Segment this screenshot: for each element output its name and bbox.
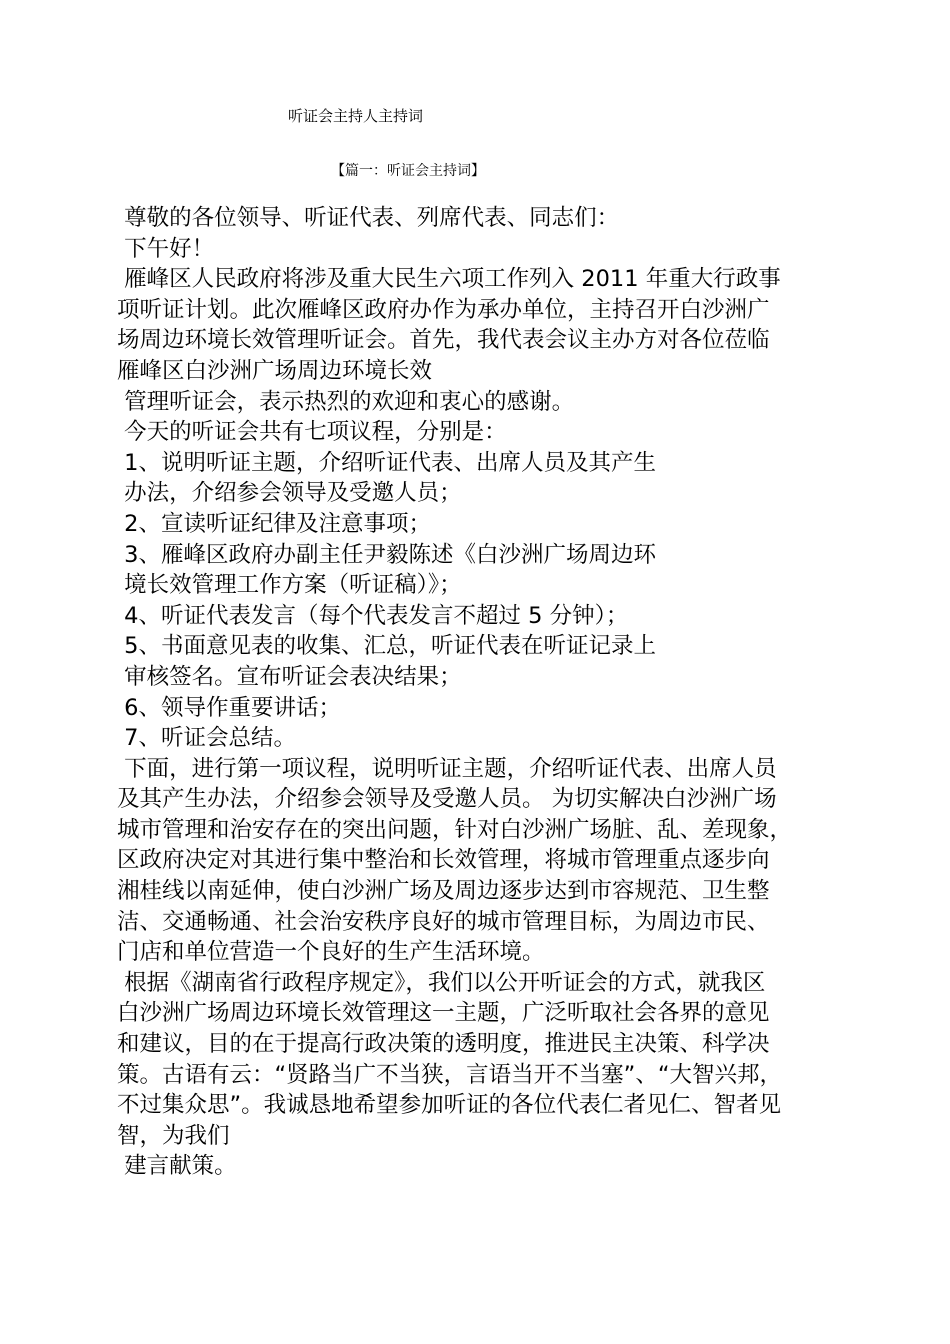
body-text-line: 城市管理和治安存在的突出问题，针对白沙洲广场脏、乱、差现象， bbox=[117, 816, 793, 843]
body-text-line: 洁、交通畅通、社会治安秩序良好的城市管理目标，为周边市民、 bbox=[117, 908, 770, 935]
body-text-line: 区政府决定对其进行集中整治和长效管理，将城市管理重点逐步向 bbox=[117, 847, 770, 874]
body-text-line: 门店和单位营造一个良好的生产生活环境。 bbox=[117, 939, 545, 966]
body-text-line: 场周边环境长效管理听证会。首先，我代表会议主办方对各位莅临 bbox=[117, 327, 770, 354]
body-text-line: 雁峰区白沙洲广场周边环境长效 bbox=[117, 357, 433, 384]
body-text-line: 和建议，目的在于提高行政决策的透明度，推进民主决策、科学决 bbox=[117, 1031, 770, 1058]
body-text-line: 根据《湖南省行政程序规定》，我们以公开听证会的方式，就我区 bbox=[117, 969, 766, 996]
body-text-line: 境长效管理工作方案（听证稿）》； bbox=[117, 572, 462, 599]
body-text-line: 今天的听证会共有七项议程，分别是： bbox=[117, 419, 507, 446]
body-text-line: 下午好！ bbox=[117, 235, 215, 262]
body-text-line: 5、书面意见表的收集、汇总，听证代表在听证记录上 bbox=[117, 633, 656, 660]
section-heading: 【篇一：听证会主持词】 bbox=[331, 163, 485, 179]
document-title: 听证会主持人主持词 bbox=[288, 107, 424, 125]
body-text-line: 不过集众思”。我诚恳地希望参加听证的各位代表仁者见仁、智者见 bbox=[117, 1092, 782, 1119]
body-text-line: 下面，进行第一项议程，说明听证主题，介绍听证代表、出席人员 bbox=[117, 755, 777, 782]
body-text-line: 建言献策。 bbox=[117, 1153, 237, 1180]
body-text-line: 白沙洲广场周边环境长效管理这一主题，广泛听取社会各界的意见 bbox=[117, 1000, 770, 1027]
body-text-line: 智，为我们 bbox=[117, 1122, 230, 1149]
body-text-line: 办法，介绍参会领导及受邀人员； bbox=[117, 480, 462, 507]
body-text-line: 2、宣读听证纪律及注意事项； bbox=[117, 510, 431, 537]
body-text-line: 3、雁峰区政府办副主任尹毅陈述《白沙洲广场周边环 bbox=[117, 541, 656, 568]
body-text-line: 项听证计划。此次雁峰区政府办作为承办单位，主持召开白沙洲广 bbox=[117, 296, 770, 323]
body-text-line: 7、听证会总结。 bbox=[117, 725, 296, 752]
body-text-line: 策。古语有云：“贤路当广不当狭，言语当开不当塞”、“大智兴邦， bbox=[117, 1061, 782, 1088]
body-text-line: 4、听证代表发言（每个代表发言不超过 5 分钟）； bbox=[117, 602, 629, 629]
body-text-line: 6、领导作重要讲话； bbox=[117, 694, 341, 721]
body-text-line: 审核签名。宣布听证会表决结果； bbox=[117, 663, 462, 690]
body-text-line: 湘桂线以南延伸，使白沙洲广场及周边逐步达到市容规范、卫生整 bbox=[117, 878, 770, 905]
body-text-line: 管理听证会，表示热烈的欢迎和衷心的感谢。 bbox=[117, 388, 575, 415]
body-text-line: 及其产生办法，介绍参会领导及受邀人员。 为切实解决白沙洲广场 bbox=[117, 786, 777, 813]
body-text-line: 1、说明听证主题，介绍听证代表、出席人员及其产生 bbox=[117, 449, 656, 476]
document-body bbox=[117, 203, 832, 1182]
body-text-line: 尊敬的各位领导、听证代表、列席代表、同志们： bbox=[117, 205, 620, 231]
body-text-line: 雁峰区人民政府将涉及重大民生六项工作列入 2011 年重大行政事 bbox=[117, 266, 781, 293]
